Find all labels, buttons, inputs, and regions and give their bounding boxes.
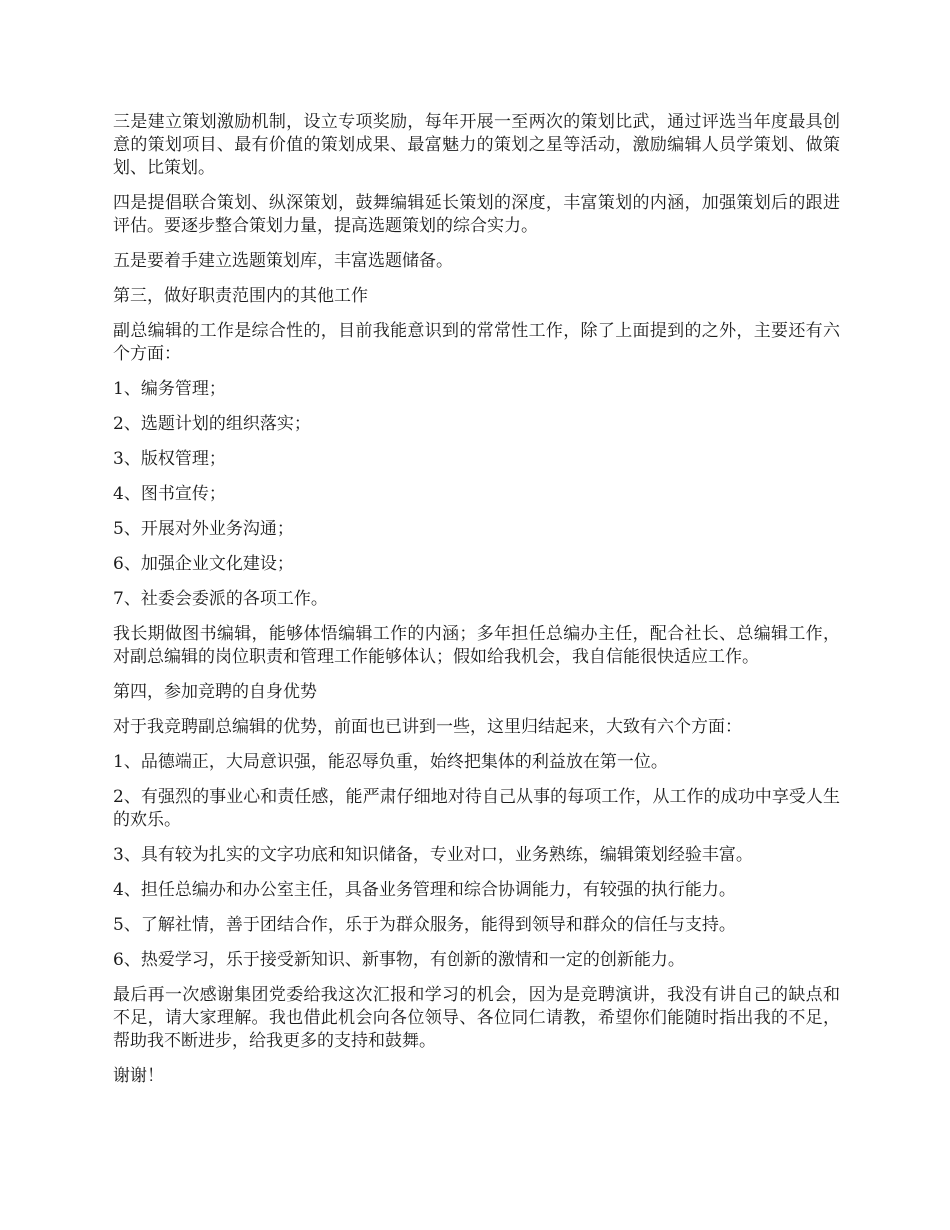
paragraph-topic-library: 五是要着手建立选题策划库，丰富选题储备。 xyxy=(113,251,453,271)
paragraph-experience: 我长期做图书编辑，能够体悟编辑工作的内涵；多年担任总编办主任，配合社长、总编辑工作，对副总编辑的岗位职责和管理工作能够体认；假如给我机会，我自信能很快适应工作。 xyxy=(113,624,840,667)
paragraph-thanks: 谢谢！ xyxy=(113,1066,164,1086)
list-item-advantage-1: 1、品德端正，大局意识强，能忍辱负重，始终把集体的利益放在第一位。 xyxy=(113,752,668,772)
list-item-duty-5: 5、开展对外业务沟通； xyxy=(113,519,294,539)
paragraph-incentive-mechanism: 三是建立策划激励机制，设立专项奖励，每年开展一至两次的策划比武，通过评选当年度最具创意的策划项目、最有价值的策划成果、最富魅力的策划之星等活动，激励编辑人员学策划、做策划、比策划。 xyxy=(113,112,840,178)
section-heading-advantages: 第四，参加竞聘的自身优势 xyxy=(113,682,317,702)
list-item-duty-7: 7、社委会委派的各项工作。 xyxy=(113,589,328,609)
paragraph-joint-planning: 四是提倡联合策划、纵深策划，鼓舞编辑延长策划的深度，丰富策划的内涵，加强策划后的跟进评估。要逐步整合策划力量，提高选题策划的综合实力。 xyxy=(113,193,840,236)
list-item-advantage-2: 2、有强烈的事业心和责任感，能严肃仔细地对待自己从事的每项工作，从工作的成功中享受人生的欢乐。 xyxy=(113,787,840,830)
list-item-advantage-4: 4、担任总编办和办公室主任，具备业务管理和综合协调能力，有较强的执行能力。 xyxy=(113,880,736,900)
paragraph-closing: 最后再一次感谢集团党委给我这次汇报和学习的机会，因为是竞聘演讲，我没有讲自己的缺点和不足，请大家理解。我也借此机会向各位领导、各位同仁请教，希望你们能随时指出我的不足，帮助我不断进步，给我更多的支持和鼓舞。 xyxy=(113,985,840,1051)
document-body xyxy=(113,111,840,1100)
list-item-duty-4: 4、图书宣传； xyxy=(113,484,226,504)
paragraph-duties-intro: 副总编辑的工作是综合性的，目前我能意识到的常常性工作，除了上面提到的之外，主要还有六个方面： xyxy=(113,321,840,364)
list-item-duty-2: 2、选题计划的组织落实； xyxy=(113,414,311,434)
list-item-duty-1: 1、编务管理； xyxy=(113,379,226,399)
list-item-duty-3: 3、版权管理； xyxy=(113,449,226,469)
section-heading-other-duties: 第三，做好职责范围内的其他工作 xyxy=(113,286,368,306)
list-item-advantage-3: 3、具有较为扎实的文字功底和知识储备，专业对口，业务熟练，编辑策划经验丰富。 xyxy=(113,845,753,865)
list-item-advantage-5: 5、了解社情，善于团结合作，乐于为群众服务，能得到领导和群众的信任与支持。 xyxy=(113,915,736,935)
list-item-advantage-6: 6、热爱学习，乐于接受新知识、新事物，有创新的激情和一定的创新能力。 xyxy=(113,950,685,970)
paragraph-advantages-intro: 对于我竞聘副总编辑的优势，前面也已讲到一些，这里归结起来，大致有六个方面： xyxy=(113,717,742,737)
list-item-duty-6: 6、加强企业文化建设； xyxy=(113,554,294,574)
